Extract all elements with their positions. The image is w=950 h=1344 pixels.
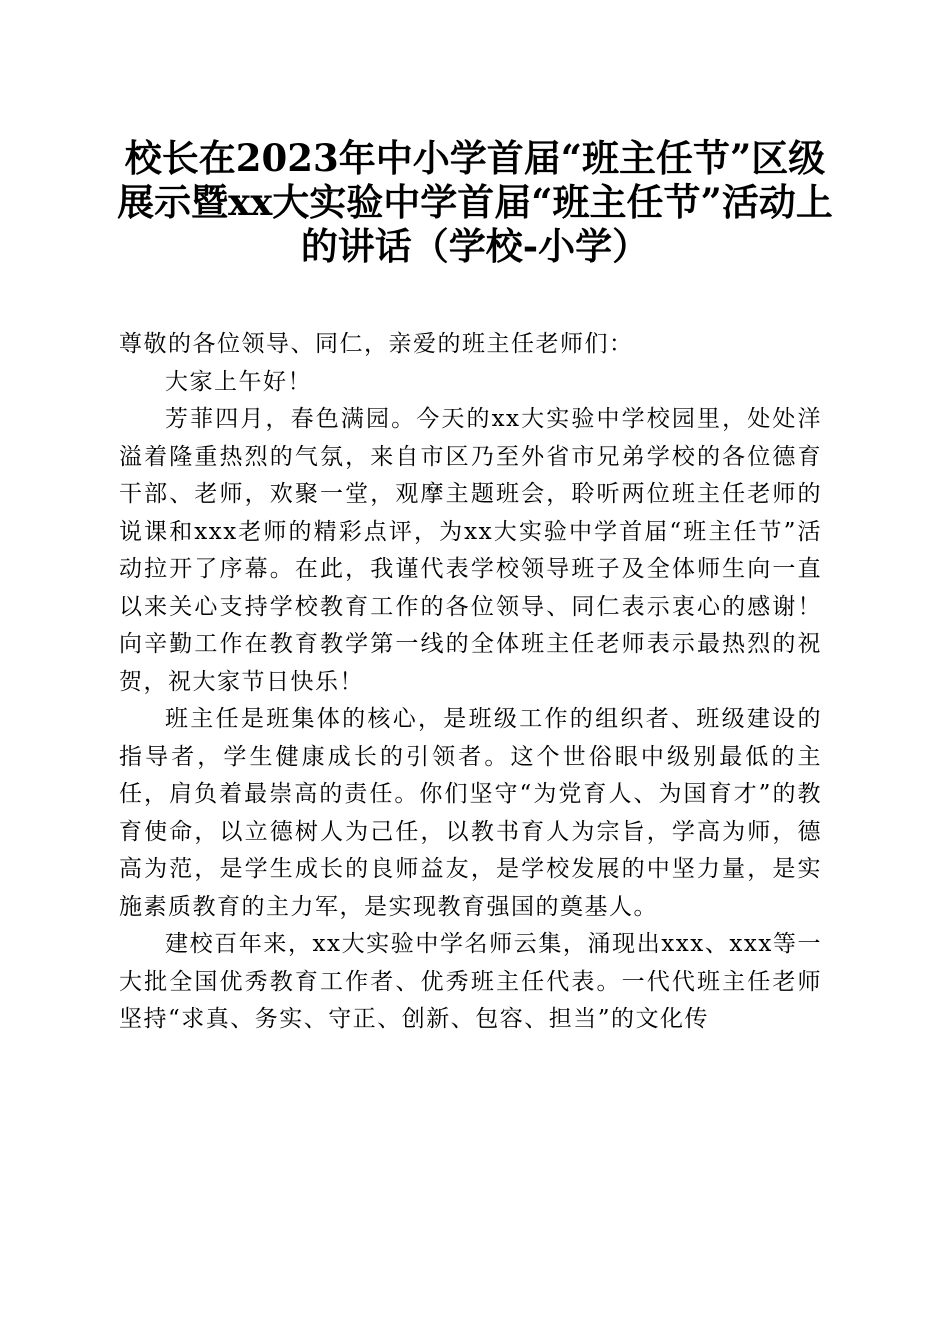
paragraph-3: 建校百年来，xx大实验中学名师云集，涌现出xxx、xxx等一大批全国优秀教育工作者、优秀班主任代表。一代代班主任老师坚持“求真、务实、守正、创新、包容、担当”的文化传 (119, 931, 822, 1032)
salutation: 尊敬的各位领导、同仁，亲爱的班主任老师们： (119, 331, 634, 357)
paragraph-2: 班主任是班集体的核心，是班级工作的组织者、班级建设的指导者，学生健康成长的引领者。这个世俗眼中级别最低的主任，肩负着最崇高的责任。你们坚守“为党育人、为国育才”的教育使命，以立德树人为己任，以教书育人为宗旨，学高为师，德高为范，是学生成长的良师益友，是学校发展的中坚力量，是实施素质教育的主力军，是实现教育强国的奠基人。 (119, 706, 822, 920)
greeting: 大家上午好！ (165, 368, 312, 395)
paragraph-1: 芳菲四月，春色满园。今天的xx大实验中学校园里，处处洋溢着隆重热烈的气氛，来自市区乃至外省市兄弟学校的各位德育干部、老师，欢聚一堂，观摩主题班会，聆听两位班主任老师的说课和xxx老师的精彩点评，为xx大实验中学首届“班主任节”活动拉开了序幕。在此，我谨代表学校领导班子及全体师生向一直以来关心支持学校教育工作的各位领导、同仁表示衷心的感谢！向辛勤工作在教育教学第一线的全体班主任老师表示最热烈的祝贺，祝大家节日快乐！ (119, 406, 822, 695)
document-title: 校长在2023年中小学首届“班主任节”区级展示暨xx大实验中学首届“班主任节”活动上的讲话（学校-小学） (117, 136, 833, 268)
document-body (119, 326, 822, 1039)
